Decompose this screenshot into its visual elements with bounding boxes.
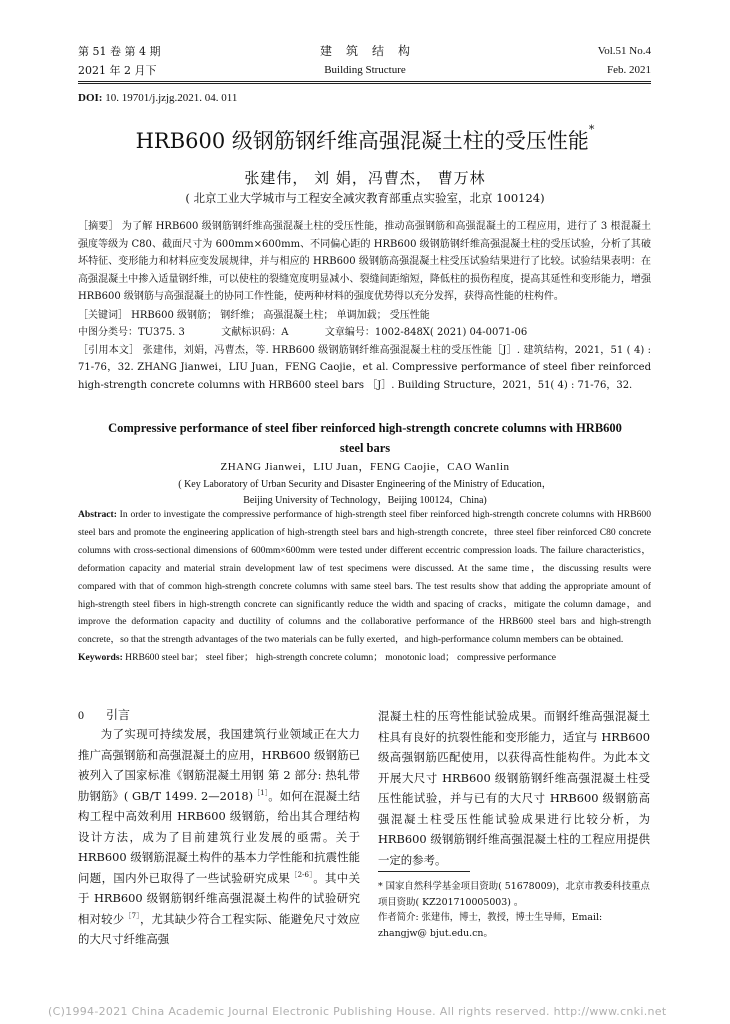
keywords-cn-label: ［关键词］ — [78, 309, 128, 321]
abstract-en-block — [78, 506, 651, 667]
intro-text-4: ，尤其缺少符合工程实际、能避免尺寸效应的大尺寸纤维高强 — [78, 911, 360, 946]
footnote-author: 作者简介: 张建伟，博士，教授，博士生导师，Email: zhangjw@ bjut.edu.cn。 — [378, 912, 603, 939]
section-title: 引言 — [106, 708, 131, 722]
citation — [78, 342, 651, 395]
ref-1: ［1］ — [253, 788, 269, 797]
authors-cn: 张建伟， 刘 娟，冯曹杰， 曹万林 — [244, 169, 486, 187]
abstract-en-text: In order to investigate the compressive performance of high-strength steel fiber reinforced high-strength concrete columns with HRB600 steel bars and promote the engineering application of high-strength steel bars and high-strength concrete，three steel fiber reinforced C80 concrete columns with cross-sectional dimensions of 600mm×600mm were tested under different eccentric compression loads. The failure characteristics，deformation capacity and material strain development law of test specimens were discussed. At the same time，the discussing results were compared with that of common high-strength concrete columns with same steel bars. The test results show that adding the appropriate amount of high-strength steel fibers in high-strength concrete can significantly reduce the width and spacing of cracks，mitigate the column damage，and improve the deformation capacity and ductility of columns and the collaborative performance of the HRB600 steel bars and high-strength concrete，so that the strength advantages of the two materials can be fully exerted，and high-performance column members can be obtained. — [78, 509, 651, 646]
copyright-watermark: (C)1994-2021 China Academic Journal Electronic Publishing House. All rights reserved. http://www.cnki.net — [48, 1005, 667, 1018]
clc-number: 中图分类号：TU375. 3 — [78, 327, 185, 338]
article-number: 文章编号：1002-848X( 2021) 04-0071-06 — [324, 327, 528, 338]
volume-en: Vol.51 No.4 — [597, 45, 651, 57]
affiliation-cn: ( 北京工业大学城市与工程安全减灾教育部重点实验室，北京 100124) — [185, 191, 545, 205]
ref-7: ［7］ — [124, 911, 140, 920]
keywords-cn — [78, 307, 651, 325]
date-en: Feb. 2021 — [607, 64, 651, 76]
doi-value: 10. 19701/j.jzjg.2021. 04. 011 — [105, 92, 238, 104]
doc-code: 文献标识码：A — [221, 327, 289, 338]
abstract-cn-block — [78, 218, 651, 394]
footnote-fund: * 国家自然科学基金项目资助( 51678009)，北京市教委科技重点项目资助( KZ201710005003) 。 — [378, 881, 650, 908]
paper-title-cn — [0, 125, 730, 155]
citation-text: 张建伟，刘娟，冯曹杰，等. HRB600 级钢筋钢纤维高强混凝土柱的受压性能［J］. 建筑结构，2021，51 ( 4) : 71-76，32. ZHANG Jianwei，LIU Juan，FENG Caojie，et al. Compressive performance of steel fiber reinforced high-strength concrete columns with HRB600 steel bars ［J］. Building Structure，2021，51( 4) : 71-76，32. — [78, 344, 652, 391]
footnote-rule — [378, 871, 470, 872]
intro-text-3: 。其中关于 HRB600 级钢筋钢纤维高强混凝土构件的试验研究相对较少 — [78, 870, 360, 926]
abstract-cn-text: 为了解 HRB600 级钢筋钢纤维高强混凝土柱的受压性能，推动高强钢筋和高强混凝土的工程应用，进行了 3 根混凝土强度等级为 C80、截面尺寸为 600mm×600mm、不同偏心距的 HRB600 级钢筋钢纤维高强混凝土柱的受压试验，分析了其破坏特征、变形能力和材料应变发展规律，并与相应的 HRB600 级钢筋高强混凝土柱受压试验结果进行了比较。试验结果表明：在高强混凝土中掺入适量钢纤维，可以使柱的裂缝宽度明显减小、裂缝间距缩短，降低柱的损伤程度，提高其延性和变形能力，增强 HRB600 级钢筋与高强混凝土的协同工作性能，使两种材料的强度优势得以充分发挥，获得高性能的柱构件。 — [78, 221, 652, 302]
intro-paragraph — [78, 724, 360, 950]
header-rule — [78, 81, 651, 82]
doi-label: DOI: — [78, 92, 103, 104]
body-left-column — [78, 724, 360, 950]
journal-en: Building Structure — [324, 64, 406, 76]
abstract-cn-label: ［摘要］ — [78, 221, 119, 232]
affiliation-en-line2: Beijing University of Technology，Beijing 100124，China) — [243, 495, 487, 506]
section-number: 0 — [78, 708, 84, 722]
title-en-line2: steel bars — [339, 441, 391, 455]
header-right — [598, 42, 651, 80]
header-rule-thin — [78, 83, 651, 84]
title-footnote-mark: * — [588, 123, 595, 136]
intro-text-2: 。如何在混凝土结构工程中高效利用 HRB600 级钢筋，给出其合理结构设计方法，成为了目前建筑行业发展的亟需。关于 HRB600 级钢筋混凝土构件的基本力学性能和抗震性能问题，国内外已取得了一些试验研究成果 — [78, 788, 360, 885]
abstract-en-label: Abstract: — [78, 509, 117, 520]
affiliation-en-line1: ( Key Laboratory of Urban Security and Disaster Engineering of the Ministry of Education， — [178, 479, 552, 490]
section-heading — [78, 706, 130, 723]
title-text: HRB600 级钢筋钢纤维高强混凝土柱的受压性能 — [135, 129, 589, 153]
intro-paragraph-continued: 混凝土柱的压弯性能试验成果。而钢纤维高强混凝土柱具有良好的抗裂性能和变形能力，适宜与 HRB600 级高强钢筋匹配使用，以获得高性能构件。为此本文开展大尺寸 HRB600 级钢筋钢纤维高强混凝土柱受压性能试验，并与已有的大尺寸 HRB600 级钢筋高强混凝土柱受压性能试验成果进行比较分析，为 HRB600 级钢筋钢纤维高强混凝土柱的工程应用提供一定的参考。 — [378, 709, 650, 867]
authors-en: ZHANG Jianwei，LIU Juan，FENG Caojie，CAO Wanlin — [220, 461, 510, 473]
date-cn: 2021 年 2 月下 — [78, 64, 157, 77]
keywords-cn-text: HRB600 级钢筋； 钢纤维； 高强混凝土柱； 单调加载； 受压性能 — [128, 309, 430, 321]
keywords-en-text: HRB600 steel bar； steel fiber； high-strength concrete column； monotonic load； compressive performance — [122, 652, 556, 664]
abstract-cn — [78, 218, 651, 306]
intro-text-1: 为了实现可持续发展，我国建筑行业领域正在大力推广高强钢筋和高强混凝土的应用，HRB600 级钢筋已被列入了国家标准《钢筋混凝土用钢 第 2 部分: 热轧带肋钢筋》( GB/T 1499. 2—2018) — [78, 727, 360, 803]
footnotes — [378, 879, 650, 941]
body-right-column — [378, 706, 650, 870]
abstract-en — [78, 506, 651, 649]
journal-cn: 建筑结构 — [319, 44, 424, 58]
doi — [78, 92, 237, 104]
paper-title-en — [0, 418, 730, 458]
title-en-line1: Compressive performance of steel fiber reinforced high-strength concrete columns with HRB600 — [108, 421, 622, 435]
classification — [78, 324, 651, 342]
volume-cn: 第 51 卷 第 4 期 — [78, 45, 161, 58]
citation-label: ［引用本文］ — [78, 344, 140, 356]
ref-2-6: ［2-6］ — [290, 870, 314, 879]
keywords-en-label: Keywords: — [78, 652, 123, 664]
affiliation-en — [0, 477, 730, 509]
keywords-en — [78, 649, 651, 667]
